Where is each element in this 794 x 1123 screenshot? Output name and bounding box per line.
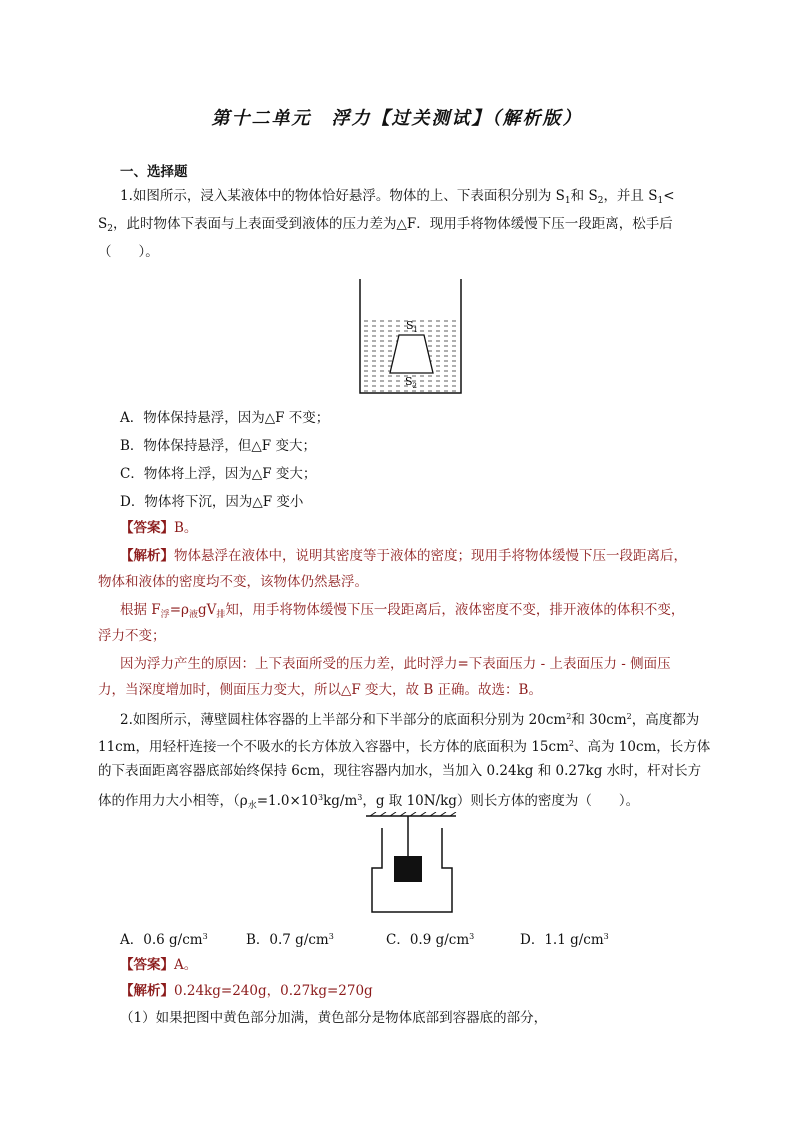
label-s1: $S_1$ — [406, 319, 419, 334]
q2-options — [120, 927, 724, 950]
page-title: 第十二单元 浮力【过关测试】（解析版） — [211, 108, 583, 129]
q1-analysis-5: 因为浮力产生的原因：上下表面所受的压力差，此时浮力=下表面压力 - 上表面压力 - 侧面压 — [120, 656, 671, 672]
q1-option-a: A．物体保持悬浮，因为△F 不变； — [120, 410, 330, 426]
q2-analysis-1: 【解析】0.24kg=240g，0.27kg=270g — [120, 983, 373, 999]
q1-analysis-4: 浮力不变； — [98, 628, 166, 644]
block — [394, 856, 422, 882]
q1-line2: $S_2$，此时物体下表面与上表面受到液体的压力差为△F．现用手将物体缓慢下压一段距离，松手后 — [98, 216, 673, 234]
q2-line3: 的下表面距离容器底部始终保持 6cm，现往容器内加水，当加入 0.24kg 和 0.27kg 水时，杆对长方 — [98, 763, 702, 779]
q2-analysis-2: （1）如果把图中黄色部分加满，黄色部分是物体底部到容器底的部分， — [120, 1010, 548, 1026]
q1-analysis-2: 物体和液体的密度均不变，该物体仍然悬浮。 — [98, 574, 368, 590]
q2-line4: 体的作用力大小相等，（$\rho_水=1.0\times 10^3kg/m^3$，g 取 10N/kg）则长方体的密度为（ ）。 — [98, 793, 640, 811]
q1-option-c: C．物体将上浮，因为△F 变大； — [120, 466, 317, 482]
q2-option-d: D．1.1 g/cm3 — [520, 932, 609, 948]
q2-option-c: C．0.9 g/cm3 — [386, 932, 475, 948]
q2-option-a: A．0.6 g/cm3 — [120, 932, 208, 948]
q1-analysis-3: 根据 $F_浮=\rho_液gV_排$知，用手将物体缓慢下压一段距离后，液体密度不变，排开液体的体积不变， — [120, 602, 685, 620]
q1-option-d: D．物体将下沉，因为△F 变小 — [120, 494, 304, 510]
q1-answer: 【答案】B。 — [120, 520, 198, 536]
q1-option-b: B．物体保持悬浮，但△F 变大； — [120, 438, 316, 454]
q2-answer: 【答案】A。 — [120, 957, 198, 973]
q1-analysis-6: 力，当深度增加时，侧面压力变大，所以△F 变大，故 B 正确。故选：B。 — [98, 682, 542, 698]
q2-figure — [362, 812, 462, 916]
q2-option-b: B．0.7 g/cm3 — [246, 932, 334, 948]
q2-line1: 2.如图所示，薄壁圆柱体容器的上半部分和下半部分的底面积分别为 $20cm^2$和 $30cm^2$，高度都为 — [120, 712, 700, 728]
label-s2: $S_2$ — [405, 375, 418, 390]
section-heading: 一、选择题 — [120, 164, 188, 180]
q1-analysis-1: 【解析】物体悬浮在液体中，说明其密度等于液体的密度；现用手将物体缓慢下压一段距离后， — [120, 548, 687, 564]
q1-line1: 1.如图所示，浸入某液体中的物体恰好悬浮。物体的上、下表面积分别为 $S_1$和 $S_2$，并且 $S_1<$ — [120, 188, 675, 206]
q2-line2: 11cm，用轻杆连接一个不吸水的长方体放入容器中，长方体的底面积为 $15cm^2$、高为 10cm，长方体 — [98, 739, 711, 755]
q1-figure — [356, 279, 466, 397]
q1-line3: （ ）。 — [98, 244, 159, 260]
